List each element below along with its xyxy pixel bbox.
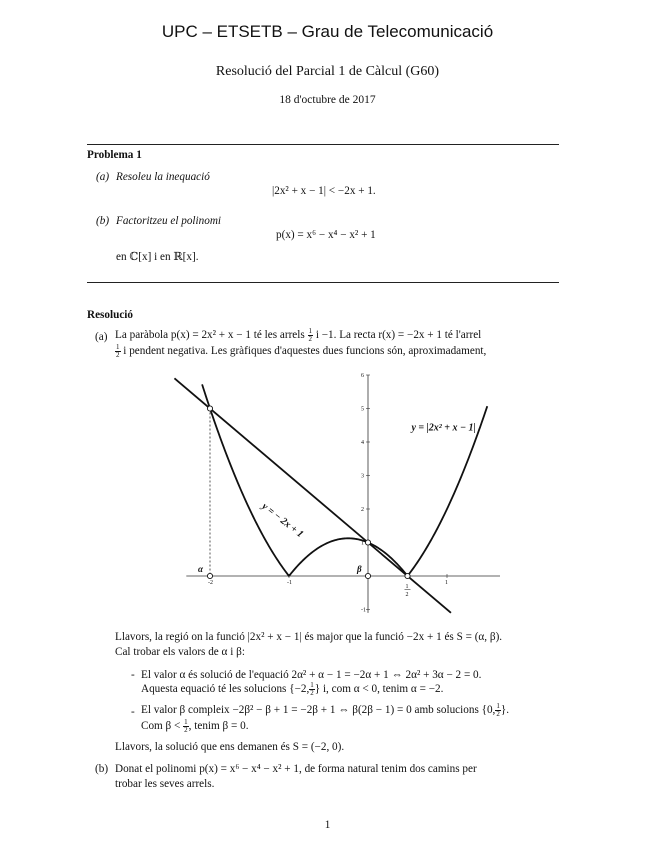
beta-label: β (357, 564, 362, 574)
solution-b-line2: trobar les seves arrels. (115, 778, 215, 790)
problem-a-label: (a) (96, 171, 110, 183)
solution-b-line1: Donat el polinomi p(x) = x⁶ − x⁴ − x² + 1, de forma natural tenim dos camins per (115, 763, 477, 775)
y-tick-label: 1 (361, 540, 364, 547)
document-title: UPC – ETSETB – Grau de Telecomunicació (161, 22, 494, 41)
x-tick-label: -2 (208, 580, 213, 586)
x-tick-label: -1 (287, 580, 292, 586)
document-subtitle: Resolució del Parcial 1 de Càlcul (G60) (215, 64, 440, 79)
middle-rule (87, 282, 559, 283)
problem-heading: Problema 1 (87, 149, 142, 161)
problem-a-formula: |2x² + x − 1| < −2x + 1. (272, 185, 376, 197)
abs-parabola-series-path (202, 384, 487, 575)
line-series-label: y = − 2x + 1 (259, 501, 306, 541)
y-tick-label: 4 (361, 440, 364, 446)
problem-b-tail: en ℂ[x] i en ℝ[x]. (116, 251, 199, 263)
conclusion: Llavors, la solució que ens demanen és S = (−2, 0). (115, 741, 345, 753)
fraction-half: $\frac{1}{2}$ (308, 327, 313, 343)
y-tick-label: 6 (361, 373, 364, 379)
solution-a-line1: La paràbola p(x) = 2x² + x − 1 té les arrels $\frac{1}{2}$ i −1. La recta r(x) = −2x + 1 té l'arrel (115, 327, 482, 343)
alpha-label: α (198, 564, 203, 574)
bullet1-line2: Aquesta equació té les solucions {−2, $\frac{1}{2}$ } i, com α < 0, tenim α = −2. (141, 681, 444, 697)
solution-heading: Resolució (87, 309, 133, 321)
solution-a-line2: $\frac{1}{2}$ i pendent negativa. Les gràfiques d'aquestes dues funcions són, aproximadament, (116, 343, 487, 359)
page-number: 1 (324, 819, 331, 831)
x-tick-label: 1 (445, 580, 448, 586)
curve-series-label: y = |2x² + x − 1| (411, 422, 476, 434)
fraction-half: $\frac{1}{2}$ (116, 343, 120, 359)
bullet2-line2: Com β < $\frac{1}{2}$ , tenim β = 0. (141, 718, 249, 734)
top-rule (87, 144, 559, 145)
solution-a-label: (a) (95, 331, 108, 343)
fraction-half: $\frac{1}{2}$ (496, 702, 500, 718)
inequality-chart (160, 365, 500, 620)
bullet-dash-1: - (131, 669, 135, 681)
find-values-statement: Cal trobar els valors de α i β: (115, 646, 245, 658)
bullet-dash-2: - (131, 706, 135, 718)
y-tick-label: 3 (361, 473, 364, 480)
marked-point (365, 573, 370, 578)
half-tick-denominator: 2 (405, 592, 409, 598)
y-tick-label: 2 (361, 507, 364, 513)
chart-marks (174, 378, 487, 612)
half-tick-numerator: 1 (405, 584, 409, 590)
document-date: 18 d'octubre de 2017 (279, 94, 376, 106)
y-tick-label: 5 (361, 406, 364, 413)
solution-b-label: (b) (95, 763, 109, 775)
bullet2-line1: El valor β compleix −2β² − β + 1 = −2β + 1 ⇔ β(2β − 1) = 0 amb solucions {0, $\frac{1}{2}$ }. (141, 702, 510, 718)
marked-point (207, 406, 212, 411)
problem-b-formula: p(x) = x⁶ − x⁴ − x² + 1 (276, 229, 376, 241)
problem-b-text: Factoritzeu el polinomi (116, 215, 222, 227)
fraction-half: $\frac{1}{2}$ (310, 681, 314, 697)
chart-labels (198, 373, 476, 614)
fraction-half: $\frac{1}{2}$ (184, 718, 188, 734)
problem-b-label: (b) (96, 215, 110, 227)
problem-a-text: Resoleu la inequació (116, 171, 210, 183)
marked-point (405, 573, 410, 578)
bullet1-line1: El valor α és solució de l'equació 2α² + α − 1 = −2α + 1 ⇔ 2α² + 3α − 2 = 0. (141, 669, 482, 681)
marked-point (365, 540, 370, 545)
y-tick-label: -1 (361, 607, 366, 614)
region-statement: Llavors, la regió on la funció |2x² + x − 1| és major que la funció −2x + 1 és S = (α, β). (115, 631, 503, 643)
marked-point (207, 573, 212, 578)
